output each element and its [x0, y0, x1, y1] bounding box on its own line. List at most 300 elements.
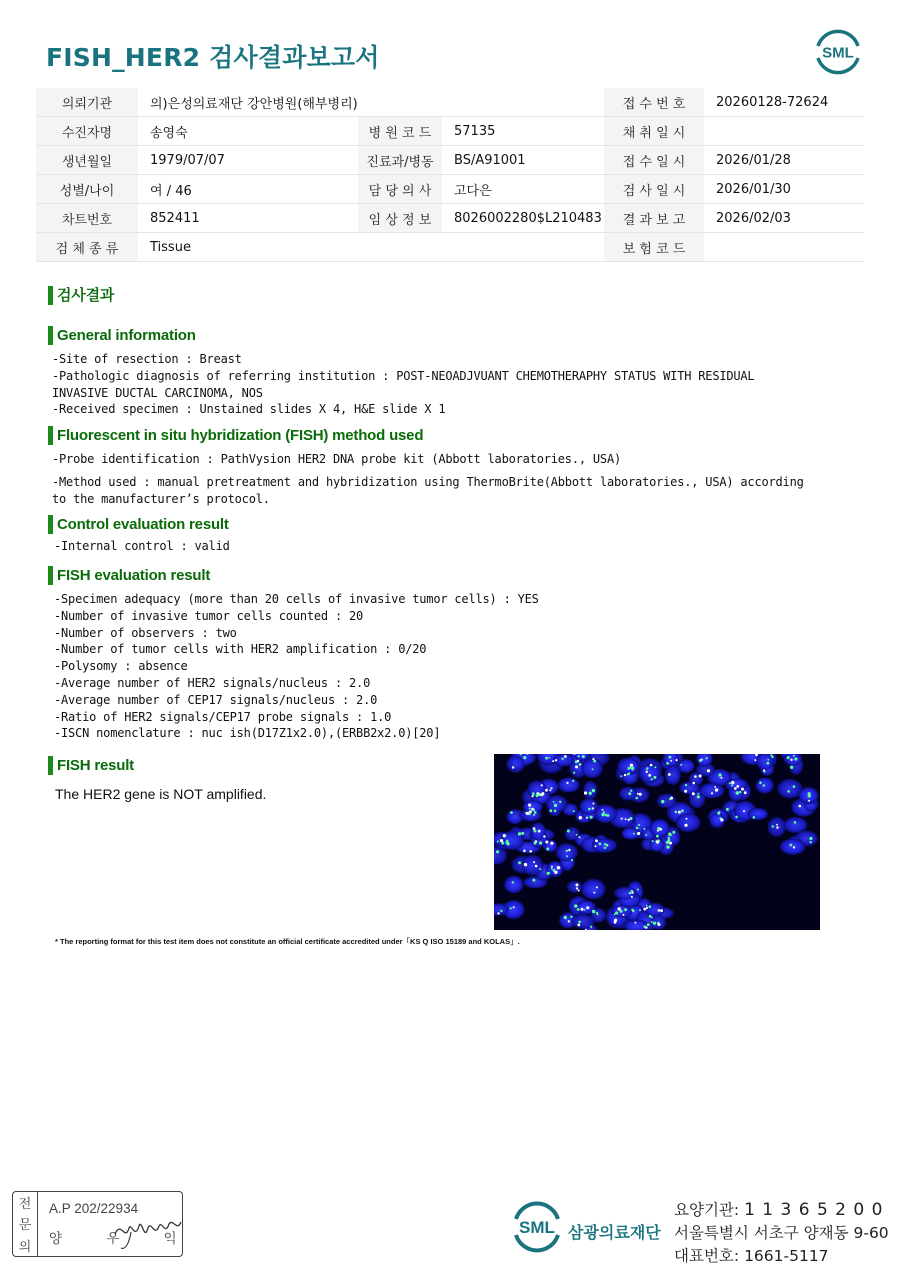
- info-value: 고다은: [442, 175, 604, 204]
- nucleus: [676, 813, 701, 832]
- fish-signal: [669, 842, 672, 845]
- nucleus: [504, 876, 523, 894]
- fish-signal: [590, 816, 593, 819]
- fish-signal: [529, 808, 531, 810]
- info-label: 접 수 번 호: [604, 88, 704, 117]
- fish-signal: [625, 818, 627, 820]
- fish-signal: [510, 907, 512, 909]
- report-line: -Number of observers : two: [54, 625, 237, 640]
- fish-signal: [524, 863, 527, 866]
- fish-signal: [659, 828, 662, 831]
- fish-signal: [581, 908, 584, 911]
- fish-signal: [534, 811, 537, 814]
- fish-signal: [548, 757, 550, 759]
- fish-signal: [588, 808, 591, 811]
- company-address: 서울특별시 서초구 양재동 9-60: [674, 1224, 889, 1242]
- fish-signal: [496, 850, 499, 853]
- fish-signal: [576, 834, 578, 836]
- fish-signal: [570, 916, 572, 918]
- institution-code-label: 요양기관:: [674, 1201, 740, 1219]
- report-line: -Ratio of HER2 signals/CEP17 probe signals : 1.0: [54, 709, 392, 724]
- nucleus: [558, 777, 580, 792]
- fish-result-heading: FISH result: [48, 756, 134, 775]
- fish-signal: [685, 784, 687, 786]
- fish-signal: [604, 847, 606, 849]
- fish-signal: [661, 800, 664, 803]
- fish-signal: [672, 831, 675, 834]
- info-row: [36, 204, 864, 233]
- accreditation-footnote: * The reporting format for this test item does not constitute an official certificate accredited under「KS Q ISO 15189 and KOLAS」.: [55, 937, 520, 946]
- fish-signal: [546, 848, 549, 851]
- fish-signal: [736, 785, 739, 788]
- fish-signal: [573, 810, 575, 812]
- fish-signal: [545, 841, 548, 844]
- fish-signal: [637, 793, 639, 795]
- fish-signal: [790, 766, 793, 769]
- fish-signal: [629, 892, 632, 895]
- fish-signal: [551, 868, 553, 870]
- fish-signal: [554, 810, 557, 813]
- fish-signal: [592, 789, 595, 792]
- fish-signal: [579, 763, 582, 766]
- fish-signal: [680, 764, 682, 766]
- fish-signal: [793, 755, 795, 757]
- nucleus: [699, 783, 725, 799]
- fish-signal: [772, 825, 774, 827]
- fish-signal: [543, 835, 545, 837]
- info-value: 20260128-72624: [704, 88, 864, 117]
- fish-signal: [776, 824, 778, 826]
- fish-microscopy-image: [494, 754, 820, 930]
- fish-signal: [579, 836, 581, 838]
- fish-signal: [715, 788, 718, 791]
- info-label: 성별/나이: [36, 175, 138, 204]
- fish-signal: [586, 906, 589, 909]
- info-value: 57135: [442, 117, 604, 146]
- fish-signal: [557, 866, 560, 869]
- fish-signal: [551, 787, 553, 789]
- fish-signal: [658, 909, 661, 912]
- evaluation-lines: [54, 591, 539, 742]
- info-value: Tissue: [138, 233, 604, 262]
- nucleus: [617, 757, 639, 775]
- fish-signal: [652, 840, 654, 842]
- info-value: 2026/01/28: [704, 146, 864, 175]
- fish-signal: [668, 833, 671, 836]
- fish-signal: [707, 769, 710, 772]
- fish-signal: [669, 798, 671, 800]
- patient-info-table: [36, 88, 864, 262]
- nucleus: [565, 827, 580, 841]
- fish-signal: [575, 765, 578, 768]
- info-row: [36, 88, 864, 117]
- fish-signal: [554, 871, 557, 874]
- report-line: INVASIVE DUCTAL CARCINOMA, NOS: [52, 385, 263, 400]
- nucleus: [523, 800, 543, 813]
- fish-signal: [578, 921, 581, 924]
- fish-signal: [596, 886, 598, 888]
- fish-signal: [793, 846, 795, 848]
- fish-signal: [638, 824, 640, 826]
- fish-signal: [550, 842, 553, 845]
- fish-signal: [576, 883, 579, 886]
- fish-signal: [668, 773, 671, 776]
- fish-signal: [706, 757, 708, 759]
- report-title: FISH_HER2 검사결과보고서: [46, 43, 380, 72]
- fish-signal: [555, 759, 557, 761]
- fish-signal: [643, 828, 645, 830]
- report-line: -Site of resection : Breast: [52, 352, 242, 366]
- sml-logo-text: SML: [822, 44, 854, 62]
- fish-signal: [754, 759, 756, 761]
- report-line: -Probe identification : PathVysion HER2 DNA probe kit (Abbott laboratories., USA): [52, 452, 621, 466]
- fish-signal: [542, 792, 545, 795]
- fish-signal: [538, 830, 541, 833]
- fish-signal: [630, 790, 632, 792]
- specialist-char: 의: [18, 1239, 32, 1255]
- fish-signal: [651, 921, 653, 923]
- fish-signal: [584, 791, 587, 794]
- nucleus: [583, 781, 597, 800]
- fish-signal: [631, 765, 633, 767]
- fish-signal: [572, 780, 574, 782]
- fish-signal: [692, 782, 695, 785]
- fish-signal: [654, 766, 656, 768]
- fish-signal: [603, 811, 605, 813]
- fish-signal: [686, 818, 688, 820]
- fish-signal: [539, 841, 542, 844]
- info-value: 852411: [138, 204, 358, 233]
- fish-signal: [607, 814, 610, 817]
- fish-signal: [536, 792, 539, 795]
- fish-signal: [645, 834, 647, 836]
- fish-signal: [606, 844, 609, 847]
- info-label: 접 수 일 시: [604, 146, 704, 175]
- fish-signal: [621, 818, 623, 820]
- report-line: -Polysomy : absence: [54, 659, 188, 674]
- info-value: 8026002280$L210483: [442, 204, 604, 233]
- fish-signal: [633, 833, 635, 835]
- info-value: BS/A91001: [442, 146, 604, 175]
- fish-signal: [512, 881, 514, 883]
- fish-signal: [601, 813, 604, 816]
- sml-logo: [812, 28, 864, 76]
- fish-signal: [692, 792, 695, 795]
- fish-signal: [647, 923, 650, 926]
- fish-signal: [523, 756, 526, 759]
- fish-signal: [551, 866, 553, 868]
- institution-code: [674, 1198, 883, 1220]
- fish-signal: [592, 910, 595, 913]
- fish-signal: [790, 844, 793, 847]
- fish-signal: [794, 757, 797, 760]
- fish-signal: [694, 775, 697, 778]
- fish-signal: [523, 850, 526, 853]
- fish-signal: [787, 790, 790, 793]
- fish-signal: [500, 839, 503, 842]
- institution-code-value: 1 1 3 6 5 2 0 0: [744, 1200, 884, 1220]
- fish-signal: [553, 801, 555, 803]
- fish-signal: [566, 855, 568, 857]
- fish-signal: [510, 811, 513, 814]
- fish-signal: [534, 830, 537, 833]
- nucleus: [657, 794, 677, 809]
- report-line: -ISCN nomenclature : nuc ish(D17Z1x2.0),(ERBB2x2.0)[20]: [54, 726, 441, 741]
- fish-signal: [635, 922, 637, 924]
- nucleus: [665, 765, 681, 785]
- fish-signal: [656, 840, 659, 843]
- report-line: -Internal control : valid: [54, 539, 230, 553]
- fish-signal: [651, 778, 653, 780]
- fish-signal: [787, 756, 790, 759]
- info-label: 의뢰기관: [36, 88, 138, 117]
- info-label: 병 원 코 드: [358, 117, 442, 146]
- report-line: -Average number of HER2 signals/nucleus : 2.0: [54, 675, 371, 690]
- fish-signal: [698, 793, 700, 795]
- report-line: to the manufacturer’s protocol.: [52, 491, 270, 506]
- info-label: 채 취 일 시: [604, 117, 704, 146]
- info-row: [36, 175, 864, 204]
- fish-signal: [668, 837, 670, 839]
- fish-signal: [620, 775, 622, 777]
- fish-signal: [534, 842, 537, 845]
- fish-signal: [639, 909, 641, 911]
- fish-signal: [793, 785, 796, 788]
- fish-signal: [614, 913, 616, 915]
- fish-signal: [735, 816, 738, 819]
- info-value: 2026/01/30: [704, 175, 864, 204]
- fish-signal: [670, 760, 672, 762]
- fish-signal: [590, 926, 592, 928]
- info-value: 의)은성의료재단 강안병원(해부병리): [138, 88, 604, 117]
- fish-signal: [628, 792, 631, 795]
- info-label: 결 과 보 고: [604, 204, 704, 233]
- fish-signal: [799, 805, 802, 808]
- fish-signal: [637, 889, 639, 891]
- fish-signal: [518, 861, 521, 864]
- info-value: 여 / 46: [138, 175, 358, 204]
- fish-signal: [529, 850, 532, 853]
- report-line: -Number of invasive tumor cells counted : 20: [54, 608, 364, 623]
- fish-signal: [678, 811, 681, 814]
- info-value: 2026/02/03: [704, 204, 864, 233]
- fish-signal: [567, 830, 570, 833]
- info-label: 검 사 일 시: [604, 175, 704, 204]
- fish-signal: [731, 781, 734, 784]
- nucleus: [506, 756, 524, 773]
- pathologist-stamp: [12, 1191, 197, 1257]
- fish-signal: [595, 839, 598, 842]
- fish-signal: [539, 868, 541, 870]
- fish-signal: [648, 774, 651, 777]
- fish-signal: [554, 804, 557, 807]
- company-phone-value: 1661-5117: [744, 1247, 829, 1265]
- nucleus: [638, 763, 661, 783]
- fish-signal: [718, 773, 721, 776]
- company-phone-label: 대표번호:: [674, 1247, 740, 1265]
- fish-signal: [790, 759, 792, 761]
- fish-signal: [714, 786, 716, 788]
- fish-signal: [763, 769, 765, 771]
- info-value: [704, 117, 864, 146]
- fish-signal: [574, 904, 577, 907]
- fish-signal: [602, 809, 604, 811]
- fish-signal: [739, 791, 741, 793]
- fish-signal: [497, 912, 499, 914]
- info-label: 담 당 의 사: [358, 175, 442, 204]
- fish-signal: [653, 922, 656, 925]
- fish-signal: [549, 789, 551, 791]
- fish-signal: [684, 824, 687, 827]
- info-label: 차트번호: [36, 204, 138, 233]
- fish-signal: [681, 809, 684, 812]
- company-logo: [510, 1199, 564, 1257]
- fish-signal: [568, 849, 570, 851]
- fish-signal: [741, 788, 744, 791]
- fish-signal: [528, 804, 531, 807]
- fish-signal: [753, 816, 756, 819]
- fish-signal: [660, 909, 663, 912]
- fish-signal: [699, 775, 702, 778]
- fish-signal: [720, 777, 722, 779]
- fish-signal: [545, 789, 548, 792]
- fish-signal: [533, 814, 535, 816]
- fish-signal: [666, 841, 669, 844]
- fish-signal: [505, 834, 507, 836]
- fish-signal: [643, 908, 646, 911]
- fish-signal: [676, 759, 678, 761]
- fish-signal: [631, 768, 634, 771]
- fish-signal: [729, 782, 731, 784]
- report-line: -Number of tumor cells with HER2 amplification : 0/20: [54, 642, 427, 657]
- fish-signal: [500, 910, 502, 912]
- fish-signal: [794, 821, 797, 824]
- company-name: 삼광의료재단: [568, 1223, 661, 1242]
- control-heading: Control evaluation result: [48, 515, 229, 534]
- fish-signal: [564, 755, 567, 758]
- license-number: A.P 202/22934: [49, 1201, 139, 1216]
- nucleus: [567, 881, 582, 893]
- nucleus: [580, 798, 598, 815]
- fish-signal: [532, 879, 535, 882]
- fish-signal: [586, 817, 588, 819]
- nucleus: [546, 795, 568, 812]
- info-label: 수진자명: [36, 117, 138, 146]
- report-line: -Average number of CEP17 signals/nucleus : 2.0: [54, 692, 378, 707]
- nucleus: [747, 808, 768, 820]
- fish-signal: [623, 914, 625, 916]
- fish-signal: [646, 905, 648, 907]
- fish-signal: [526, 812, 529, 815]
- fish-signal: [536, 794, 539, 797]
- fish-signal: [684, 790, 687, 793]
- fish-signal: [561, 758, 563, 760]
- info-row: [36, 233, 864, 262]
- fish-signal: [532, 793, 535, 796]
- company-logo-text: SML: [519, 1218, 555, 1237]
- fish-signal: [636, 827, 639, 830]
- info-label: 임 상 정 보: [358, 204, 442, 233]
- fish-signal: [630, 817, 633, 820]
- fish-signal: [632, 909, 635, 912]
- fish-signal: [614, 919, 617, 922]
- fish-signal: [521, 832, 524, 835]
- info-label: 보 험 코 드: [604, 233, 704, 262]
- info-value: [704, 233, 864, 262]
- nucleus: [556, 843, 578, 861]
- fish-signal: [631, 896, 633, 898]
- fish-signal: [669, 756, 672, 759]
- fish-signal: [552, 760, 554, 762]
- report-line: -Pathologic diagnosis of referring institution : POST-NEOADJVUANT CHEMOTHERAPHY STATUS WITH RESIDUAL: [52, 368, 755, 383]
- report-line: -Specimen adequacy (more than 20 cells of invasive tumor cells) : YES: [54, 592, 539, 606]
- fish-signal: [573, 772, 575, 774]
- fish-signal: [649, 915, 652, 918]
- fish-signal: [701, 759, 703, 761]
- fish-signal: [736, 791, 739, 794]
- fish-signal: [564, 916, 567, 919]
- fish-signal: [592, 803, 594, 805]
- fish-signal: [656, 835, 659, 838]
- fish-signal: [593, 760, 596, 763]
- nucleus: [614, 887, 637, 900]
- fish-signal: [720, 818, 723, 821]
- fish-signal: [592, 768, 594, 770]
- fish-result-text: The HER2 gene is NOT amplified.: [55, 786, 267, 802]
- fish-signal: [776, 826, 778, 828]
- fish-signal: [535, 865, 538, 868]
- fish-signal: [759, 781, 762, 784]
- nucleus: [581, 879, 605, 900]
- pathologist-name: 양 우 익: [49, 1231, 197, 1247]
- nucleus: [581, 758, 603, 778]
- fish-signal: [541, 784, 543, 786]
- fish-signal: [770, 754, 772, 756]
- fish-signal: [650, 764, 653, 767]
- info-label: 검 체 종 류: [36, 233, 138, 262]
- fish-signal: [658, 923, 661, 926]
- fish-signal: [653, 776, 656, 779]
- fish-signal: [497, 841, 499, 843]
- general-info-heading: General information: [48, 326, 196, 345]
- fish-signal: [566, 850, 568, 852]
- fish-signal: [578, 890, 580, 892]
- fish-signal: [577, 924, 580, 927]
- fish-signal: [512, 766, 514, 768]
- fish-signal: [734, 787, 737, 790]
- info-label: 진료과/병동: [358, 146, 442, 175]
- nucleus: [679, 782, 700, 795]
- specialist-char: 전: [18, 1197, 32, 1213]
- fish-signal: [809, 837, 812, 840]
- nucleus: [784, 817, 808, 833]
- fish-signal: [576, 887, 578, 889]
- fish-signal: [644, 926, 647, 929]
- info-value: 송영숙: [138, 117, 358, 146]
- fish-signal: [547, 872, 550, 875]
- info-value: 1979/07/07: [138, 146, 358, 175]
- company-phone: [674, 1244, 829, 1266]
- info-row: [36, 117, 864, 146]
- fish-signal: [637, 832, 640, 835]
- report-line: -Received specimen : Unstained slides X 4, H&E slide X 1: [52, 402, 446, 417]
- fish-signal: [596, 912, 598, 914]
- fish-signal: [593, 892, 595, 894]
- fish-signal: [513, 906, 515, 908]
- method-heading: Fluorescent in situ hybridization (FISH) method used: [48, 426, 423, 445]
- fish-signal: [649, 905, 652, 908]
- fish-signal: [571, 859, 573, 861]
